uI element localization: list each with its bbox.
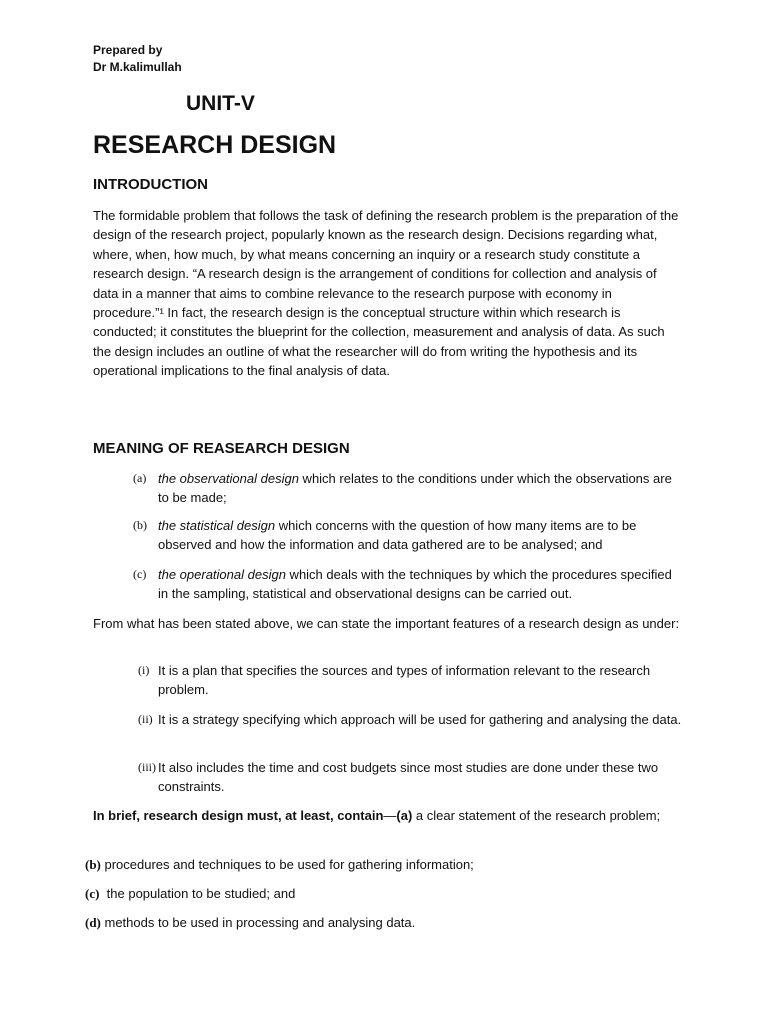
brief-item-text: methods to be used in processing and analysing data. — [100, 915, 416, 930]
design-term: the statistical design — [158, 518, 276, 533]
feature-text: It is a strategy specifying which approach will be used for gathering and analysing the data. — [158, 712, 682, 727]
meaning-item-c — [133, 565, 683, 604]
brief-item-d — [85, 913, 685, 932]
design-term: the observational design — [158, 471, 299, 486]
list-marker: (i) — [138, 663, 150, 677]
list-marker: (b) — [133, 518, 147, 532]
list-marker: (a) — [133, 471, 147, 485]
feature-text: It is a plan that specifies the sources and types of information relevant to the research problem. — [158, 663, 651, 698]
meaning-heading: MEANING OF REASEARCH DESIGN — [93, 440, 350, 457]
meaning-item-a — [133, 469, 683, 508]
design-description: which concerns with the question of how many items are to be observed and how the information and data gathered are to be analysed; and — [158, 518, 637, 553]
brief-item-text: procedures and techniques to be used for gathering information; — [100, 857, 474, 872]
feature-item-i — [138, 661, 688, 700]
list-marker: (d) — [85, 915, 101, 930]
design-description: which deals with the techniques by which the procedures specified in the sampling, statistical and observational designs can be carried out. — [158, 567, 672, 602]
meaning-item-b — [133, 516, 683, 555]
prepared-by-label: Prepared by — [93, 43, 163, 57]
introduction-heading: INTRODUCTION — [93, 176, 208, 193]
list-marker: (ii) — [138, 712, 153, 726]
features-intro: From what has been stated above, we can state the important features of a research design as under: — [93, 616, 680, 631]
unit-heading: UNIT-V — [186, 92, 255, 115]
brief-lead: In brief, research design must, at least, contain — [93, 808, 384, 823]
list-marker: (b) — [85, 857, 101, 872]
brief-text-a: a clear statement of the research problem; — [412, 808, 661, 823]
feature-text: It also includes the time and cost budgets since most studies are done under these two constraints. — [158, 760, 659, 795]
brief-marker-a: (a) — [396, 808, 413, 823]
brief-item-text: the population to be studied; and — [99, 886, 296, 901]
design-description: which relates to the conditions under which the observations are to be made; — [158, 471, 672, 506]
brief-dash: — — [383, 808, 397, 823]
design-term: the operational design — [158, 567, 286, 582]
brief-item-c — [85, 884, 685, 903]
feature-item-iii — [138, 758, 688, 797]
list-marker: (c) — [85, 886, 100, 901]
brief-paragraph — [93, 806, 683, 825]
brief-item-b — [85, 855, 685, 874]
page-title: RESEARCH DESIGN — [93, 131, 337, 159]
list-marker: (iii) — [138, 760, 156, 774]
introduction-paragraph: The formidable problem that follows the task of defining the research problem is the preparation of the design of the research project, popularly known as the research design. Decisions regarding what, where, when, how much, by what means concerning an inquiry or a research study constitute a research design. “A research design is the arrangement of conditions for collection and analysis of data in a manner that aims to combine relevance to the research purpose with economy in procedure.”¹ In fact, the research design is the conceptual structure within which research is conducted; it constitutes the blueprint for the collection, measurement and analysis of data. As such the design includes an outline of what the researcher will do from writing the hypothesis and its operational implications to the final analysis of data. — [93, 208, 679, 379]
feature-item-ii — [138, 710, 688, 729]
list-marker: (c) — [133, 567, 147, 581]
author-name: Dr M.kalimullah — [93, 60, 182, 74]
